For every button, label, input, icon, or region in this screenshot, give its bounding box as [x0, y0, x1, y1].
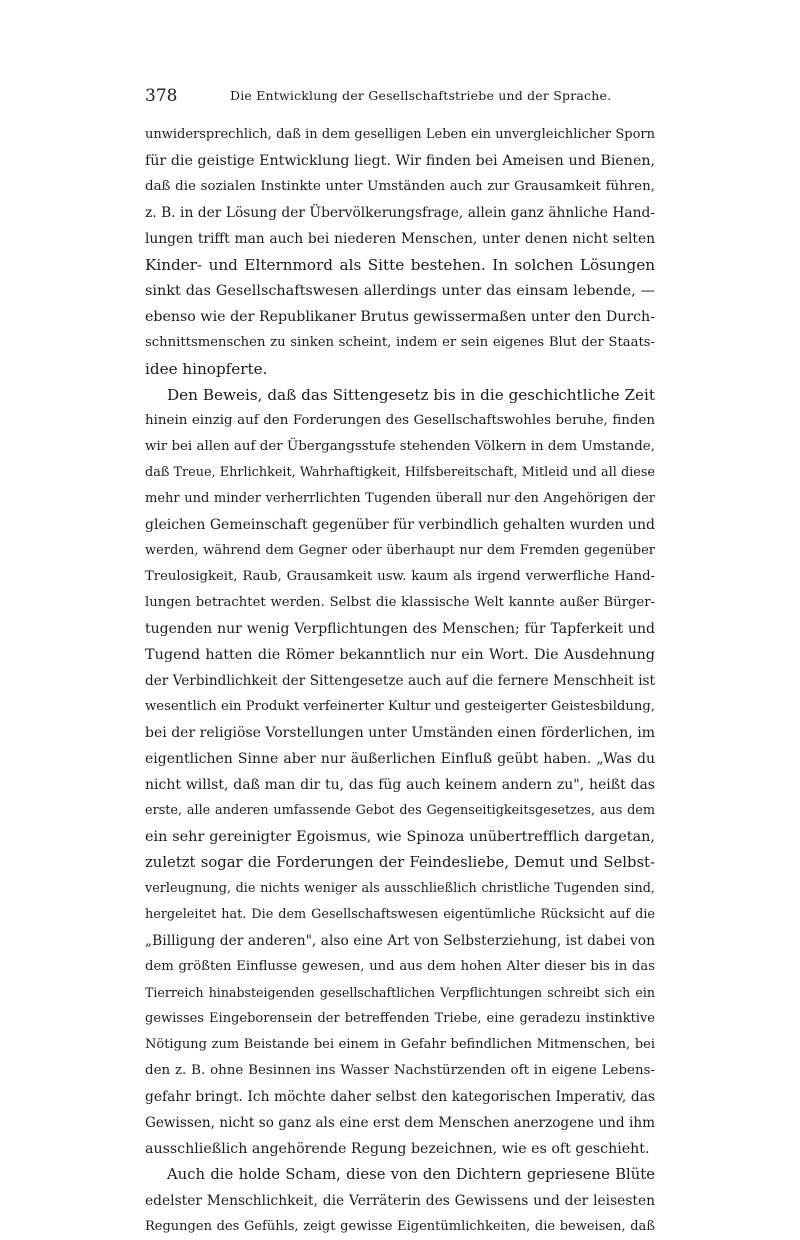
page-number: 378 — [145, 86, 178, 106]
text-line: gewisses Eingeborensein der betreffenden Triebe, eine geradezu instinktive — [145, 1011, 655, 1026]
text-line: nicht willst, daß man dir tu, das füg auch keinem andern zu", heißt das — [145, 777, 655, 793]
text-line: unwidersprechlich, daß in dem geselligen Leben ein unvergleichlicher Sporn — [145, 127, 655, 142]
text-line: ebenso wie der Republikaner Brutus gewissermaßen unter den Durch- — [145, 309, 655, 325]
text-line: Treulosigkeit, Raub, Grausamkeit usw. kaum als irgend verwerfliche Hand- — [145, 569, 655, 584]
text-line: daß Treue, Ehrlichkeit, Wahrhaftigkeit, Hilfsbereitschaft, Mitleid und all diese — [145, 465, 655, 480]
running-head: Die Entwicklung der Gesellschaftstriebe und der Sprache. — [230, 88, 612, 103]
text-line: hergeleitet hat. Die dem Gesellschaftswesen eigentümliche Rücksicht auf die — [145, 907, 655, 922]
text-line: gefahr bringt. Ich möchte daher selbst den kategorischen Imperativ, das — [145, 1089, 655, 1105]
text-line: gleichen Gemeinschaft gegenüber für verbindlich gehalten wurden und — [145, 517, 655, 533]
text-line: ausschließlich angehörende Regung bezeichnen, wie es oft geschieht. — [145, 1141, 650, 1157]
text-line: dem größten Einflusse gewesen, und aus dem hohen Alter dieser bis in das — [145, 959, 655, 974]
text-line: Tierreich hinabsteigenden gesellschaftlichen Verpflichtungen schreibt sich ein — [145, 985, 655, 1000]
text-line: ein sehr gereinigter Egoismus, wie Spinoza unübertrefflich dargetan, — [145, 829, 655, 845]
text-line: Tugend hatten die Römer bekanntlich nur ein Wort. Die Ausdehnung — [145, 647, 655, 663]
text-line: verleugnung, die nichts weniger als ausschließlich christliche Tugenden sind, — [145, 881, 655, 896]
text-line: lungen trifft man auch bei niederen Menschen, unter denen nicht selten — [145, 231, 655, 247]
text-line: tugenden nur wenig Verpflichtungen des Menschen; für Tapferkeit und — [145, 621, 655, 637]
text-line: eigentlichen Sinne aber nur äußerlichen Einfluß geübt haben. „Was du — [145, 751, 655, 767]
text-line: schnittsmenschen zu sinken scheint, indem er sein eigenes Blut der Staats- — [145, 335, 655, 350]
text-line: bei der religiöse Vorstellungen unter Umständen einen förderlichen, im — [145, 725, 655, 741]
text-line: lungen betrachtet werden. Selbst die klassische Welt kannte außer Bürger- — [145, 595, 655, 610]
text-line: sinkt das Gesellschaftswesen allerdings unter das einsam lebende, — — [145, 283, 655, 299]
text-line: werden, während dem Gegner oder überhaupt nur dem Fremden gegenüber — [145, 543, 655, 558]
text-line: Den Beweis, daß das Sittengesetz bis in die geschichtliche Zeit — [167, 386, 655, 404]
text-line: idee hinopferte. — [145, 360, 268, 378]
text-line: zuletzt sogar die Forderungen der Feindesliebe, Demut und Selbst- — [145, 854, 655, 871]
text-line: „Billigung der anderen", also eine Art von Selbsterziehung, ist dabei von — [145, 933, 655, 949]
text-line: mehr und minder verherrlichten Tugenden überall nur den Angehörigen der — [145, 491, 655, 506]
text-line: Kinder- und Elternmord als Sitte bestehen. In solchen Lösungen — [145, 256, 655, 274]
text-line: für die geistige Entwicklung liegt. Wir finden bei Ameisen und Bienen, — [145, 153, 655, 169]
text-line: der Verbindlichkeit der Sittengesetze auch auf die fernere Menschheit ist — [145, 673, 655, 689]
text-line: daß die sozialen Instinkte unter Umständen auch zur Grausamkeit führen, — [145, 179, 655, 194]
text-line: edelster Menschlichkeit, die Verräterin des Gewissens und der leisesten — [145, 1193, 655, 1209]
text-line: den z. B. ohne Besinnen ins Wasser Nachstürzenden oft in eigene Lebens- — [145, 1063, 655, 1078]
body-text — [145, 122, 655, 1240]
text-line: wesentlich ein Produkt verfeinerter Kultur und gesteigerter Geistesbildung, — [145, 699, 655, 714]
text-line: Gewissen, nicht so ganz als eine erst dem Menschen anerzogene und ihm — [145, 1115, 655, 1131]
text-line: erste, alle anderen umfassende Gebot des Gegenseitigkeitsgesetzes, aus dem — [145, 803, 655, 818]
text-line: Nötigung zum Beistande bei einem in Gefahr befindlichen Mitmenschen, bei — [145, 1037, 655, 1052]
page-header — [145, 86, 655, 110]
text-line: Regungen des Gefühls, zeigt gewisse Eigentümlichkeiten, die beweisen, daß — [145, 1219, 655, 1234]
text-line: wir bei allen auf der Übergangsstufe stehenden Völkern in dem Umstande, — [145, 439, 655, 454]
text-line: Auch die holde Scham, diese von den Dichtern gepriesene Blüte — [167, 1166, 655, 1183]
text-line: hinein einzig auf den Forderungen des Gesellschaftswohles beruhe, finden — [145, 413, 655, 428]
text-line: z. B. in der Lösung der Übervölkerungsfrage, allein ganz ähnliche Hand- — [145, 205, 655, 221]
